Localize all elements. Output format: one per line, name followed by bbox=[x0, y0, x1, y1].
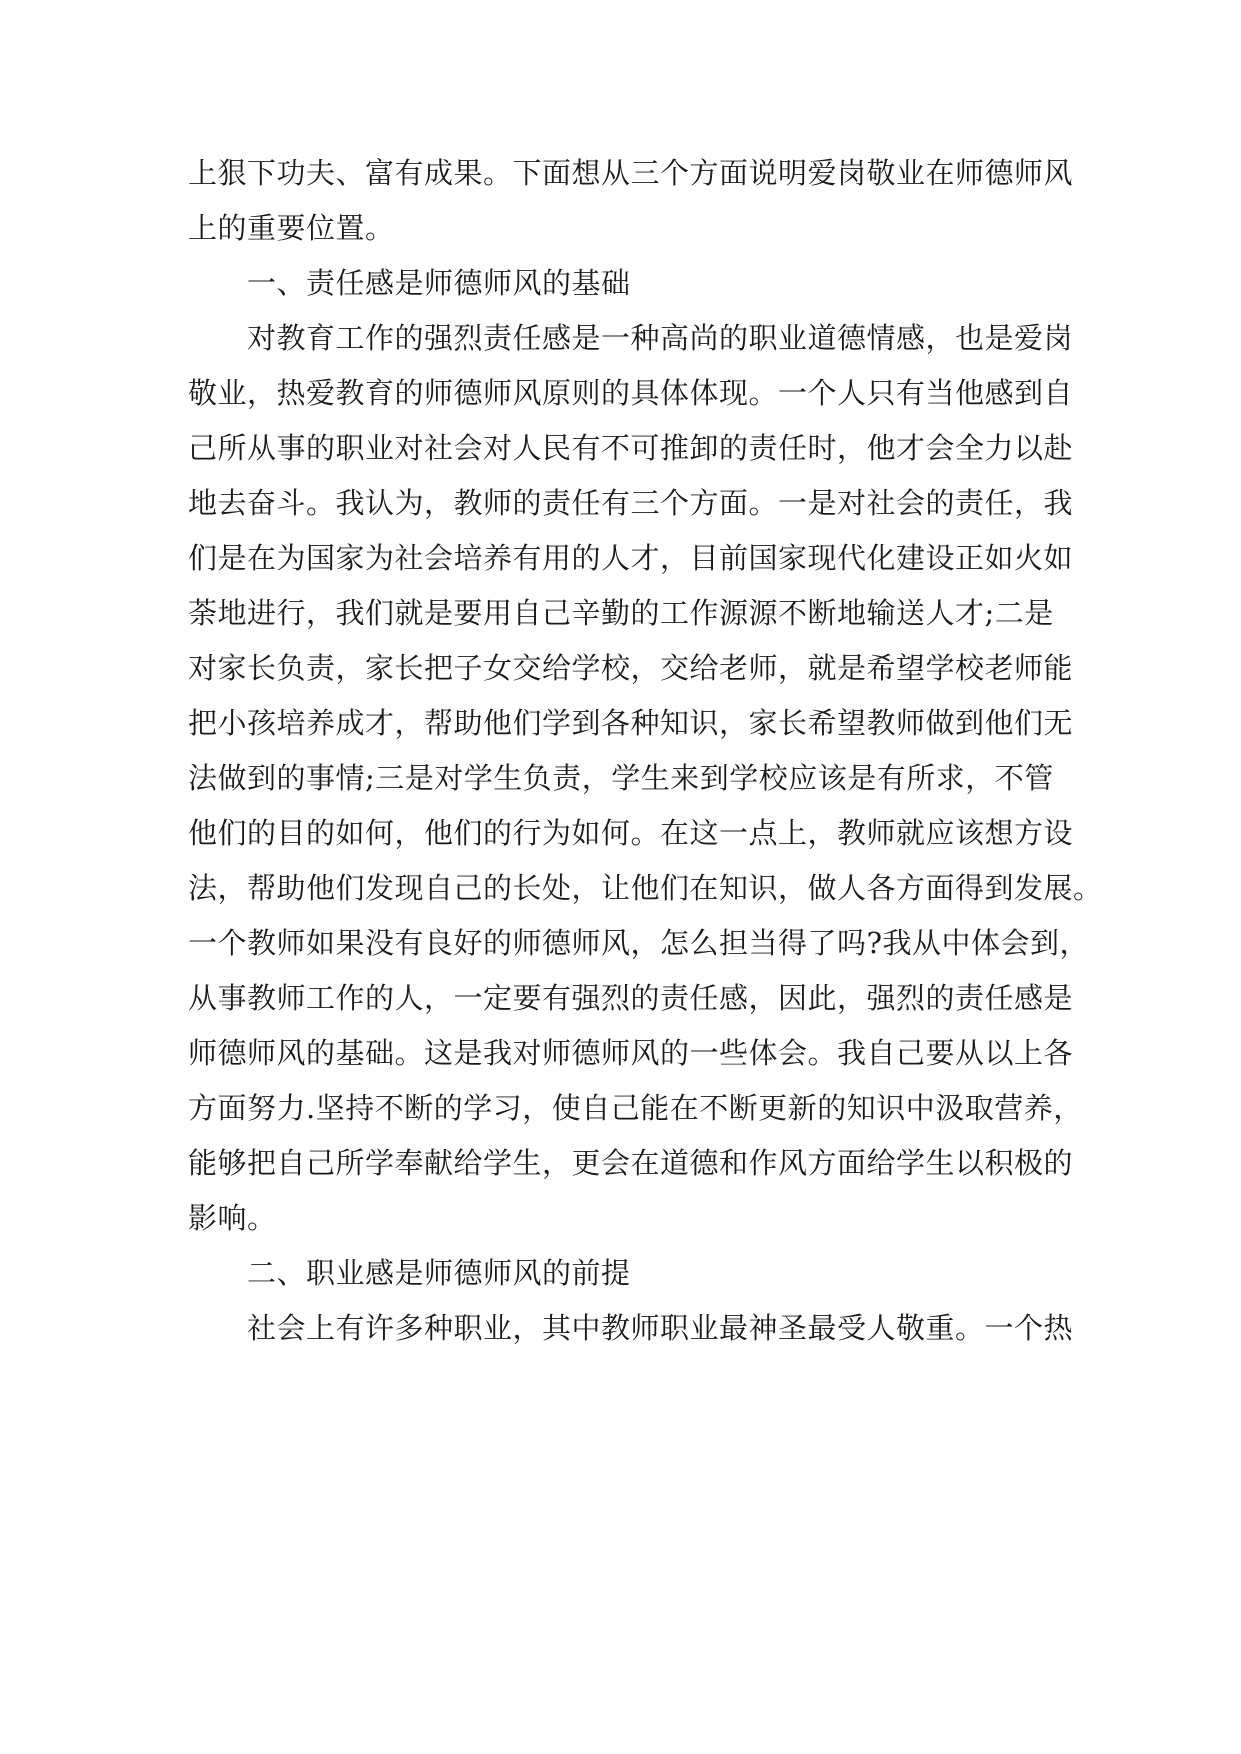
text-line: 从事教师工作的人，一定要有强烈的责任感，因此，强烈的责任感是 bbox=[188, 981, 1074, 1015]
text-line: 影响。 bbox=[188, 1201, 277, 1235]
text-line: 地去奋斗。我认为，教师的责任有三个方面。一是对社会的责任，我 bbox=[188, 486, 1074, 520]
text-line: 师德师风的基础。这是我对师德师风的一些体会。我自己要从以上各 bbox=[188, 1036, 1074, 1070]
text-line: 荼地进行，我们就是要用自己辛勤的工作源源不断地输送人才;二是 bbox=[188, 596, 1054, 630]
text-line: 上的重要位置。 bbox=[188, 211, 395, 245]
text-line: 们是在为国家为社会培养有用的人才，目前国家现代化建设正如火如 bbox=[188, 541, 1074, 575]
text-line: 对家长负责，家长把子女交给学校，交给老师，就是希望学校老师能 bbox=[188, 651, 1074, 685]
text-line: 对教育工作的强烈责任感是一种高尚的职业道德情感，也是爱岗 bbox=[247, 321, 1074, 355]
text-line: 敬业，热爱教育的师德师风原则的具体体现。一个人只有当他感到自 bbox=[188, 376, 1074, 410]
text-line: 能够把自己所学奉献给学生，更会在道德和作风方面给学生以积极的 bbox=[188, 1146, 1074, 1180]
text-line: 法做到的事情;三是对学生负责，学生来到学校应该是有所求，不管 bbox=[188, 761, 1054, 795]
text-line: 一个教师如果没有良好的师德师风，怎么担当得了吗?我从中体会到， bbox=[188, 926, 1090, 960]
text-line: 己所从事的职业对社会对人民有不可推卸的责任时，他才会全力以赴 bbox=[188, 431, 1074, 465]
text-line: 方面努力.坚持不断的学习，使自己能在不断更新的知识中汲取营养， bbox=[188, 1091, 1083, 1125]
section-heading: 一、责任感是师德师风的基础 bbox=[247, 266, 631, 300]
text-line: 把小孩培养成才，帮助他们学到各种知识，家长希望教师做到他们无 bbox=[188, 706, 1074, 740]
text-line: 他们的目的如何，他们的行为如何。在这一点上，教师就应该想方设 bbox=[188, 816, 1074, 850]
section-heading: 二、职业感是师德师风的前提 bbox=[247, 1256, 631, 1290]
text-line: 社会上有许多种职业，其中教师职业最神圣最受人敬重。一个热 bbox=[247, 1311, 1074, 1345]
text-line: 上狠下功夫、富有成果。下面想从三个方面说明爱岗敬业在师德师风 bbox=[188, 156, 1074, 190]
text-line: 法，帮助他们发现自己的长处，让他们在知识，做人各方面得到发展。 bbox=[188, 871, 1103, 905]
